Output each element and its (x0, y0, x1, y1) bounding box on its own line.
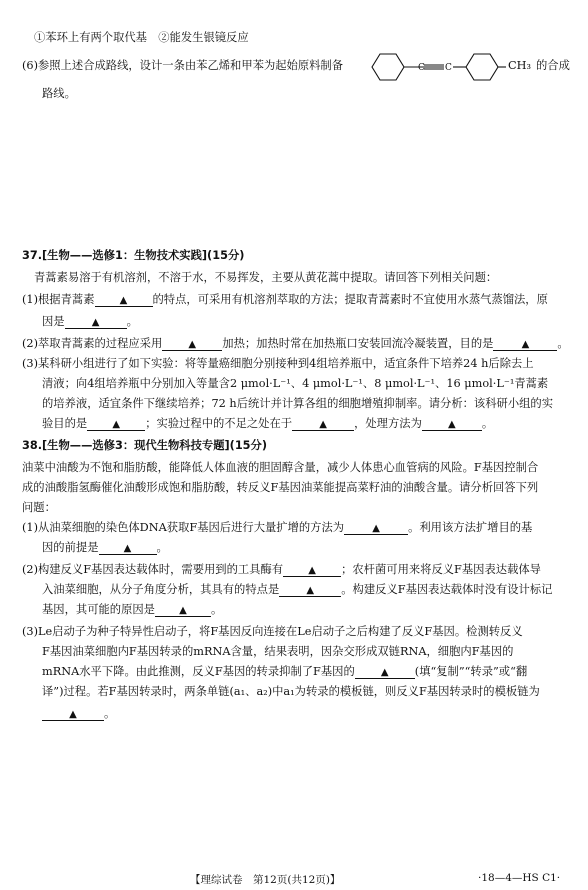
q37-part1-line2: 因是 ▲ 。 (42, 315, 138, 328)
q38-part3-line2: F基因油菜细胞内F基因转录的mRNA含量，结果表明，因杂交形成双链RNA，细胞内F基因的 (42, 645, 514, 658)
q36-part6-text-a: (6)参照上述合成路线，设计一条由苯乙烯和甲苯为起始原料制备 (22, 59, 344, 72)
q38-part3-line3 (42, 664, 527, 680)
q38-part1-line2: 因的前提是 ▲ 。 (42, 541, 168, 554)
answer-blank[interactable] (283, 564, 341, 577)
q37-title: 37.[生物——选修1：生物技术实践](15分) (22, 249, 245, 262)
q38-part1-line1 (22, 520, 532, 536)
q37-part1-text-a: (1)根据青蒿素 (22, 293, 95, 306)
q38-intro-line3: 问题： (22, 501, 56, 514)
svg-text:C: C (418, 63, 425, 73)
blank-mark: ▲ (306, 585, 315, 596)
q38-part3-line5: ▲ 。 (42, 706, 115, 722)
diphenylacetylene-methyl-structure (366, 50, 516, 84)
blank-mark: ▲ (521, 339, 530, 350)
q38-part3-line4: 译”)过程。若F基因转录时，两条单链(a₁、a₂)中a₁为转录的模板链，则反义F基因转录时的模板链为 (42, 685, 540, 698)
q36-part6-ch3: CH₃ (508, 59, 532, 72)
blank-mark: ▲ (123, 543, 132, 554)
answer-blank[interactable] (99, 542, 157, 555)
page-footer-code: ·18—4—HS C1· (478, 872, 561, 884)
blank-mark: ▲ (448, 419, 456, 430)
q37-intro: 青蒿素易溶于有机溶剂，不溶于水，不易挥发，主要从黄花蒿中提取。请回答下列相关问题： (34, 271, 498, 284)
answer-blank[interactable] (292, 418, 354, 431)
answer-blank[interactable] (87, 418, 145, 431)
q38-part2-text-d: 。构建反义F基因表达载体时没有设计标记 (341, 583, 553, 596)
blank-mark: ▲ (119, 295, 128, 306)
answer-blank[interactable] (155, 604, 211, 617)
q37-part3-text-d: 验目的是 (42, 417, 88, 430)
q36-part6-text-b: 的合成 (536, 59, 570, 72)
q38-part2-text-c: 入油菜细胞，从分子角度分析，其具有的特点是 (42, 583, 280, 596)
q38-part2-line1 (22, 562, 541, 578)
q36-part6-text-c: 路线。 (42, 87, 76, 100)
answer-blank[interactable] (65, 316, 127, 329)
q36-part6-line1 (22, 58, 343, 74)
blank-mark: ▲ (380, 667, 389, 678)
q38-intro-line1: 油菜中油酸为不饱和脂肪酸，能降低人体血液的胆固醇含量，减少人体患心血管病的风险。F基因控制合 (22, 461, 539, 474)
answer-blank[interactable] (422, 418, 482, 431)
q37-part3-text-f: ，处理方法为 (354, 417, 422, 430)
q37-part3-line4: 验目的是 ▲ ；实验过程中的不足之处在于 ▲ ，处理方法为 ▲ 。 (42, 417, 494, 430)
q36-conditions: ①苯环上有两个取代基 ②能发生银镜反应 (34, 31, 249, 44)
blank-mark: ▲ (319, 419, 327, 430)
q38-part1-text-a: (1)从油菜细胞的染色体DNA获取F基因后进行大量扩增的方法为 (22, 521, 345, 534)
q38-part3-text-d: (填“复制”“转录”或“翻 (414, 665, 528, 678)
answer-blank[interactable] (42, 708, 104, 721)
blank-mark: ▲ (372, 523, 380, 534)
q37-part1-line1 (22, 292, 548, 308)
q37-part2: (2)萃取青蒿素的过程应采用 ▲ 加热；加热时常在加热瓶口安装回流冷凝装置，目的是 ▲ 。 (22, 337, 569, 350)
answer-blank[interactable] (162, 338, 222, 351)
q38-part3-text-c: mRNA水平下降。由此推测，反义F基因的转录抑制了F基因的 (42, 665, 355, 678)
answer-blank[interactable] (344, 522, 408, 535)
blank-mark: ▲ (91, 317, 100, 328)
blank-mark: ▲ (69, 709, 77, 720)
answer-blank[interactable] (355, 666, 415, 679)
blank-mark: ▲ (179, 605, 187, 616)
blank-mark: ▲ (112, 419, 121, 430)
q38-part2-line2 (42, 582, 552, 598)
q37-part3-line2: 清液；向4组培养瓶中分别加入等量含2 μmol·L⁻¹、4 μmol·L⁻¹、8 μmol·L⁻¹、16 μmol·L⁻¹青蒿素 (42, 377, 549, 390)
q37-part3-line1: (3)某科研小组进行了如下实验：将等量癌细胞分别接种到4组培养瓶中，适宜条件下培养24 h后除去上 (22, 357, 534, 370)
q37-part1-text-c: 因是 (42, 315, 65, 328)
blank-mark: ▲ (308, 565, 316, 576)
q37-part2-text-a: (2)萃取青蒿素的过程应采用 (22, 337, 163, 350)
q37-part2-text-b: 加热；加热时常在加热瓶口安装回流冷凝装置，目的是 (222, 337, 494, 350)
q38-part3-line1: (3)Le启动子为种子特异性启动子，将F基因反向连接在Le启动子之后构建了反义F基因。检测转反义 (22, 625, 523, 638)
page-footer-title: 【理综试卷 第12页(共12页)】 (190, 874, 341, 886)
q38-part2-text-e: 基因，其可能的原因是 (42, 603, 155, 616)
q38-part2-line3: 基因，其可能的原因是 ▲ 。 (42, 603, 223, 616)
answer-blank[interactable] (493, 338, 557, 351)
q38-intro-line2: 成的油酸脂氢酶催化油酸形成饱和脂肪酸，转反义F基因油菜能提高菜籽油的油酸含量。请分析回答下列 (22, 481, 539, 494)
q37-part1-text-b: 的特点，可采用有机溶剂萃取的方法；提取青蒿素时不宜使用水蒸气蒸馏法，原 (152, 293, 548, 306)
blank-mark: ▲ (188, 339, 197, 350)
q38-part1-text-c: 因的前提是 (42, 541, 99, 554)
answer-blank[interactable] (95, 294, 153, 307)
q38-part2-text-b: ；农杆菌可用来将反义F基因表达载体导 (341, 563, 541, 576)
q37-part3-line3: 的培养液，适宜条件下继续培养；72 h后统计并计算各组的细胞增殖抑制率。请分析：该科研小组的实 (42, 397, 554, 410)
q38-part2-text-a: (2)构建反义F基因表达载体时，需要用到的工具酶有 (22, 563, 284, 576)
answer-blank[interactable] (279, 584, 341, 597)
q37-part3-text-e: ；实验过程中的不足之处在于 (145, 417, 293, 430)
q38-title: 38.[生物——选修3：现代生物科技专题](15分) (22, 439, 267, 452)
q38-part1-text-b: 。利用该方法扩增目的基 (408, 521, 533, 534)
svg-text:C: C (445, 63, 452, 73)
